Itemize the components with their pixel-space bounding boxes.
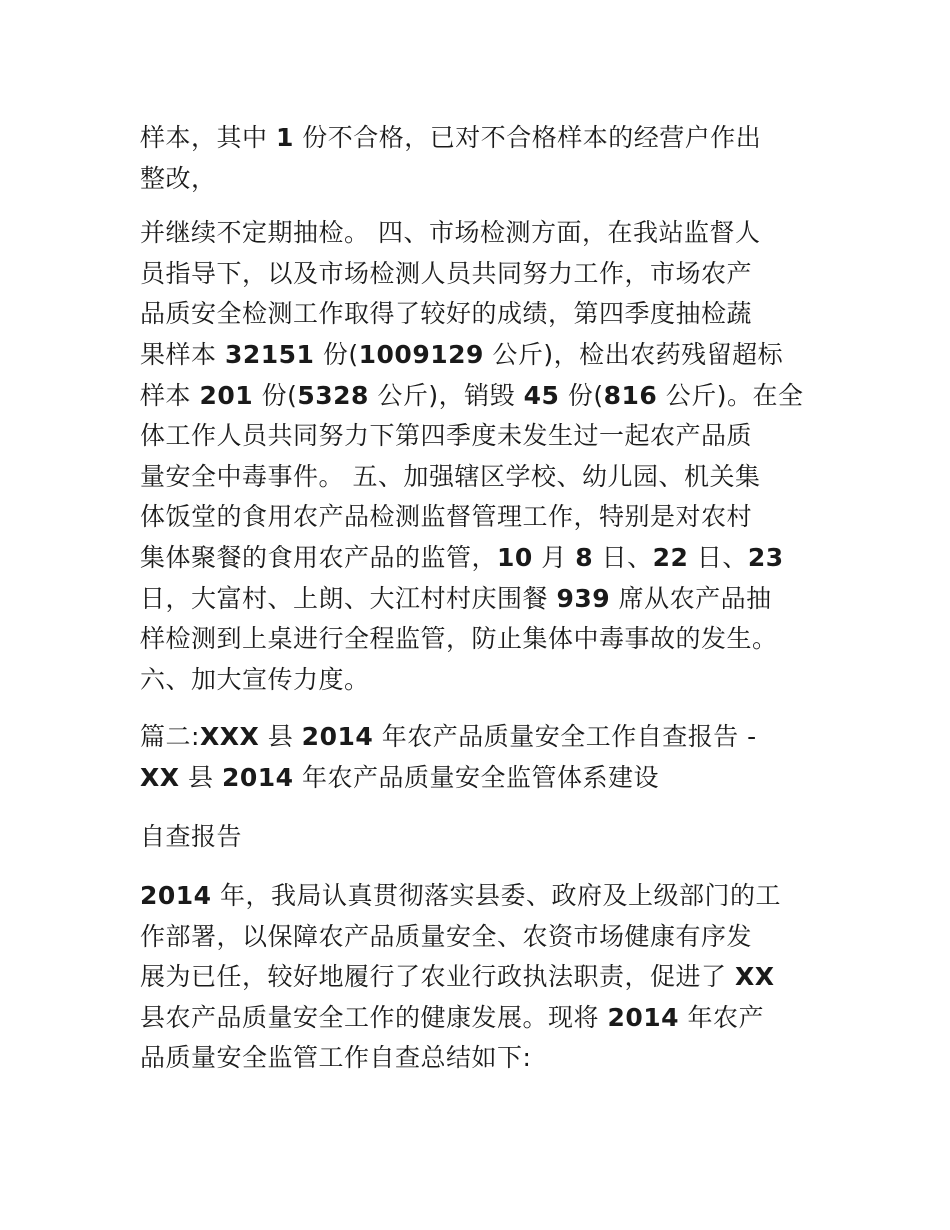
inline-number: 23 [747, 542, 784, 572]
text-line: 篇二:XXX 县 2014 年农产品质量安全工作自查报告 - [140, 722, 757, 752]
text-line: 并继续不定期抽检。 四、市场检测方面，在我站监督人 [140, 218, 761, 248]
text-line: 员指导下，以及市场检测人员共同努力工作，市场农产 [140, 258, 753, 288]
inline-number: 5328 [297, 380, 369, 410]
inline-number: 2014 [221, 762, 294, 792]
text-line: 作部署，以保障农产品质量安全、农资市场健康有序发 [140, 921, 753, 951]
paragraph-sample-rectification [140, 118, 820, 199]
inline-number: 8 [575, 542, 594, 572]
text-line: 自查报告 [140, 821, 243, 851]
text-line: 样本 201 份(5328 公斤)，销毁 45 份(816 公斤)。在全 [140, 380, 804, 410]
inline-number: 2014 [301, 722, 374, 752]
text-line: 样检测到上桌进行全程监管，防止集体中毒事故的发生。 [140, 624, 778, 654]
text-line: 六、加大宣传力度。 [140, 664, 370, 694]
inline-number: 32151 [224, 339, 315, 369]
inline-number: 1009129 [358, 339, 484, 369]
paragraph-market-testing [140, 213, 820, 700]
text-line: 体饭堂的食用农产品检测监督管理工作，特别是对农村 [140, 502, 753, 532]
text-line: 量安全中毒事件。 五、加强辖区学校、幼儿园、机关集 [140, 461, 761, 491]
text-line: 样本，其中 1 份不合格，已对不合格样本的经营户作出 [140, 123, 762, 152]
inline-number: 2014 [140, 881, 212, 911]
paragraph-2014-summary [140, 876, 820, 1079]
text-line: 品质量安全监管工作自查总结如下: [140, 1043, 532, 1073]
inline-number: 10 [497, 542, 533, 572]
inline-number: XXX [199, 722, 260, 752]
inline-number: XX [140, 762, 180, 792]
report-subtitle [140, 817, 820, 858]
text-line: 集体聚餐的食用农产品的监管，10 月 8 日、22 日、23 [140, 542, 784, 572]
inline-number: 939 [556, 583, 611, 613]
text-line: 日，大富村、上朗、大江村村庆围餐 939 席从农产品抽 [140, 583, 772, 613]
inline-number: XX [734, 962, 775, 992]
text-line: XX 县 2014 年农产品质量安全监管体系建设 [140, 762, 660, 792]
inline-number: 45 [523, 380, 560, 410]
text-line: 县农产品质量安全工作的健康发展。现将 2014 年农产 [140, 1002, 764, 1032]
text-line: 果样本 32151 份(1009129 公斤)，检出农药残留超标 [140, 339, 784, 369]
text-line: 展为已任，较好地履行了农业行政执法职责，促进了 XX [140, 962, 775, 992]
inline-number: 816 [603, 380, 658, 410]
inline-number: 201 [199, 380, 254, 410]
inline-number: 22 [652, 542, 689, 572]
text-line: 2014 年，我局认真贯彻落实县委、政府及上级部门的工 [140, 881, 782, 911]
section-heading-part-two [140, 717, 820, 798]
text-line: 体工作人员共同努力下第四季度未发生过一起农产品质 [140, 421, 753, 451]
document-page [140, 118, 820, 1079]
inline-number: 2014 [607, 1002, 680, 1032]
text-line: 整改， [140, 163, 217, 193]
inline-number: 1 [275, 123, 294, 152]
text-line: 品质安全检测工作取得了较好的成绩，第四季度抽检蔬 [140, 299, 753, 329]
